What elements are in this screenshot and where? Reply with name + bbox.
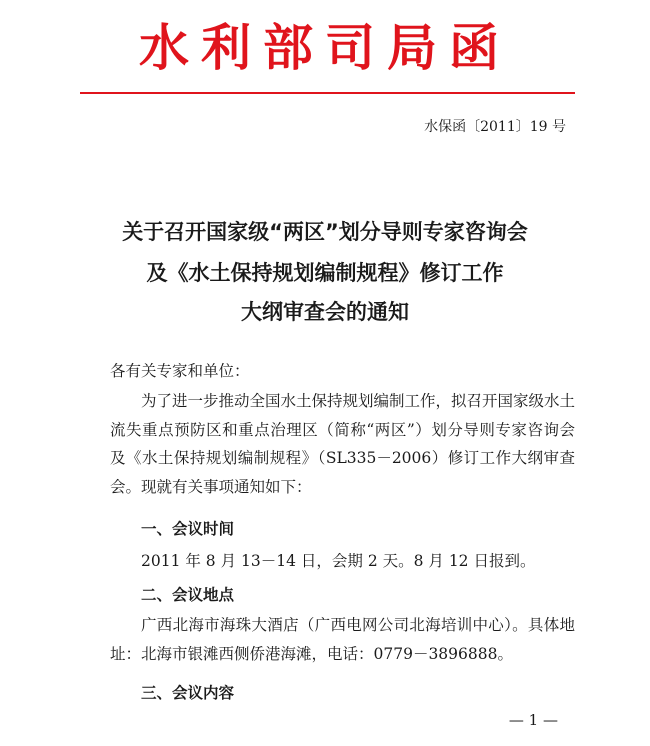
salutation: 各有关专家和单位： [110,362,250,380]
title-line-1: 关于召开国家级“两区”划分导则专家咨询会 [122,220,528,244]
section-content-time: 2011 年 8 月 13－14 日，会期 2 天。8 月 12 日报到。 [141,552,536,570]
document-number: 水保函〔2011〕19 号 [424,119,566,135]
section-heading-content: 三、会议内容 [141,684,235,702]
letterhead-org-name: 水利部司局函 [139,18,511,77]
title-line-3: 大纲审查会的通知 [241,300,409,324]
intro-paragraph: 为了进一步推动全国水土保持规划编制工作，拟召开国家级水土流失重点预防区和重点治理区（简称“两区”）划分导则专家咨询会及《水土保持规划编制规程》（SL335－2006）修订工作大纲审查会。现就有关事项通知如下： [110,392,576,496]
page-number: — 1 — [508,711,558,729]
section-heading-location: 二、会议地点 [141,586,235,604]
section-content-location: 广西北海市海珠大酒店（广西电网公司北海培训中心）。具体地址：北海市银滩西侧侨港海滩，电话：0779－3896888。 [110,616,575,663]
letterhead-red-rule [80,92,575,94]
section-heading-time: 一、会议时间 [141,520,235,538]
title-line-2: 及《水土保持规划编制规程》修订工作 [146,261,504,285]
